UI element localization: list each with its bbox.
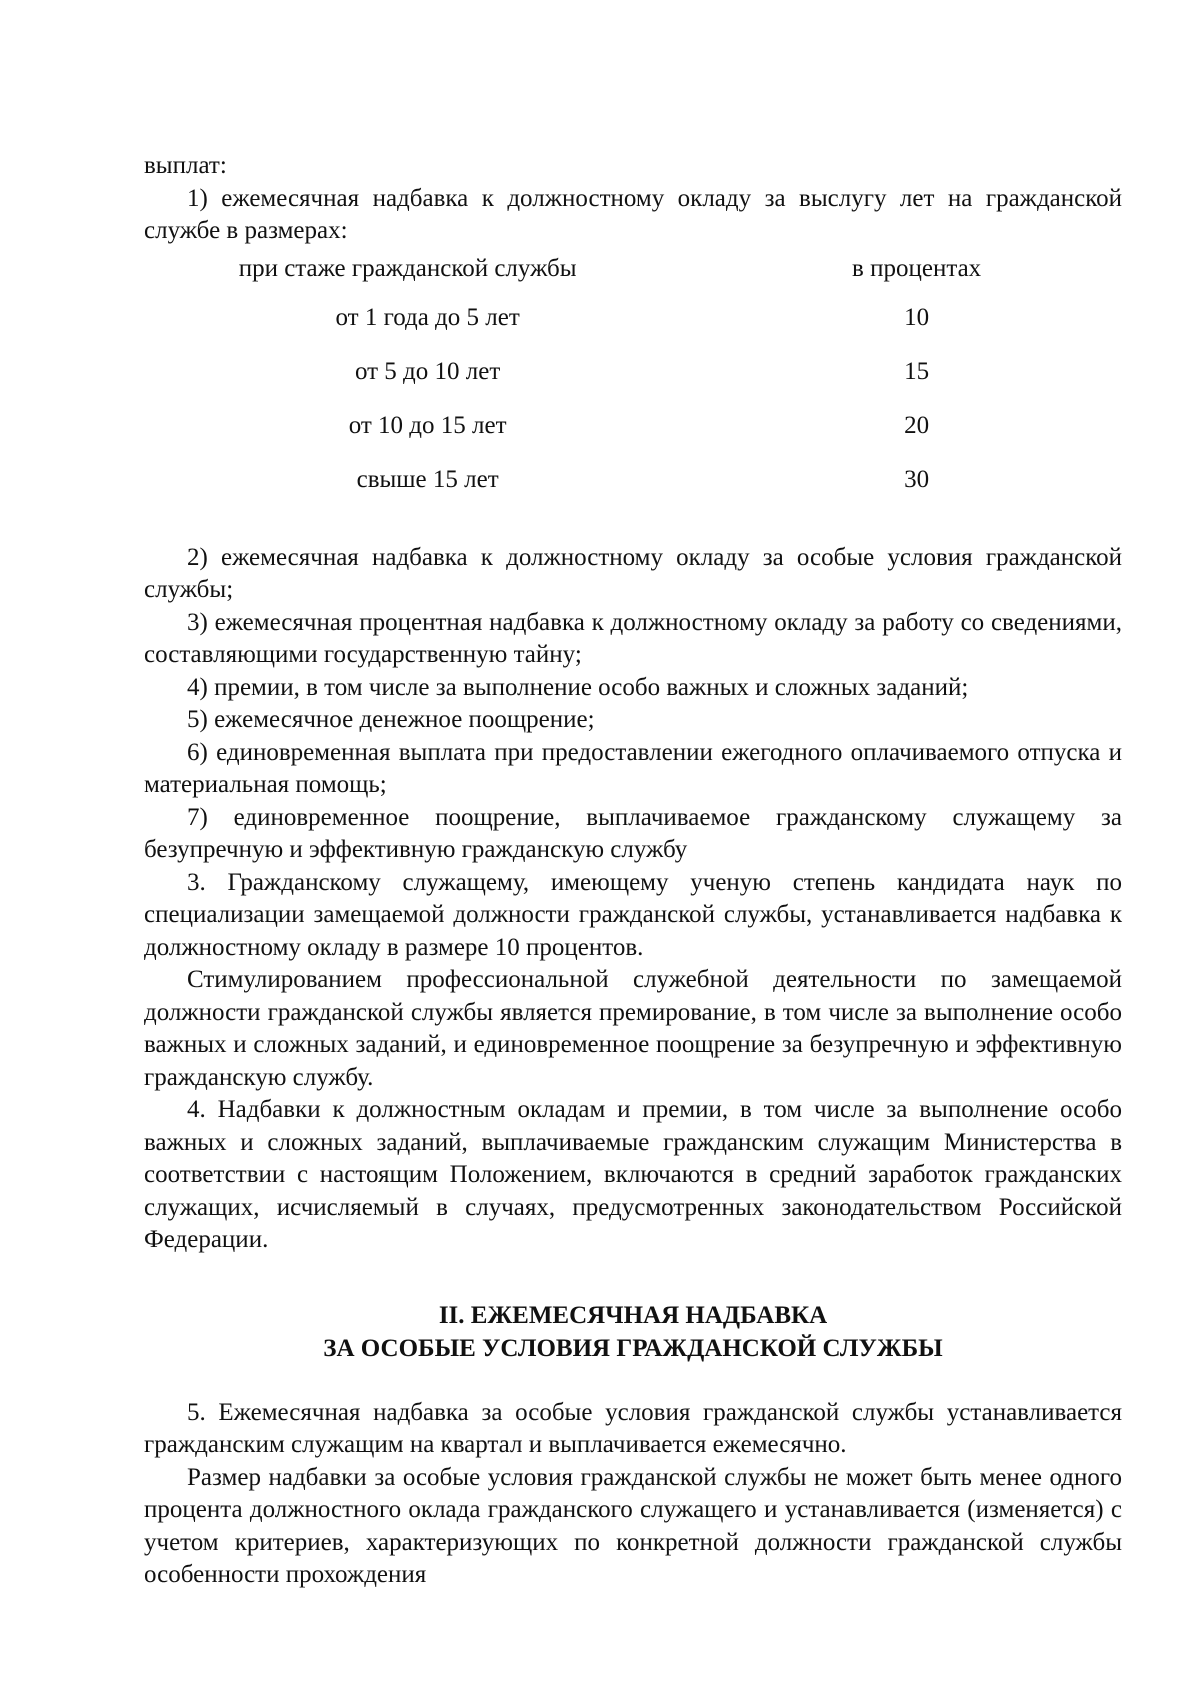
table-cell-percent: 30 bbox=[904, 465, 930, 493]
list-item-3: 3) ежемесячная процентная надбавка к должностному окладу за работу со сведениями, составляющими государственную тайну; bbox=[144, 608, 1122, 668]
stimulation-paragraph: Стимулированием профессиональной служебной деятельности по замещаемой должности гражданской службы является премирование, в том числе за выполнение особо важных и сложных заданий, и единовременное поощрение за безупречную и эффективную гражданскую службу. bbox=[144, 966, 1122, 1091]
table-header-percent: в процентах bbox=[852, 254, 982, 282]
section-heading bbox=[144, 1299, 1122, 1365]
table-cell-percent: 20 bbox=[904, 411, 930, 439]
section-heading-line-2: ЗА ОСОБЫЕ УСЛОВИЯ ГРАЖДАНСКОЙ СЛУЖБЫ bbox=[323, 1334, 943, 1362]
table-header-stage: при стаже гражданской службы bbox=[238, 254, 577, 282]
list-item-2: 2) ежемесячная надбавка к должностному окладу за особые условия гражданской службы; bbox=[144, 543, 1122, 603]
table-row bbox=[144, 302, 1122, 356]
table-row bbox=[144, 356, 1122, 410]
table-row bbox=[144, 464, 1122, 527]
table-cell-stage: от 10 до 15 лет bbox=[348, 411, 507, 439]
clause-3: 3. Гражданскому служащему, имеющему ученую степень кандидата наук по специализации замещаемой должности гражданской службы, устанавливается надбавка к должностному окладу в размере 10 процентов. bbox=[144, 868, 1122, 961]
seniority-table bbox=[144, 249, 1122, 527]
table-cell-stage: от 5 до 10 лет bbox=[354, 357, 501, 385]
table-header-row bbox=[144, 249, 1122, 302]
table-cell-percent: 10 bbox=[904, 303, 930, 331]
table-cell-percent: 15 bbox=[904, 357, 930, 385]
clause-4: 4. Надбавки к должностным окладам и премии, в том числе за выполнение особо важных и сложных заданий, выплачиваемые гражданским служащим Министерства в соответствии с настоящим Положением, включаются в средний заработок гражданских служащих, исчисляемый в случаях, предусмотренных законодательством Российской Федерации. bbox=[144, 1096, 1122, 1253]
table-cell-stage: от 1 года до 5 лет bbox=[335, 303, 520, 331]
list-item-4: 4) премии, в том числе за выполнение особо важных и сложных заданий; bbox=[187, 673, 969, 701]
table-row bbox=[144, 410, 1122, 464]
list-item-6: 6) единовременная выплата при предоставлении ежегодного оплачиваемого отпуска и материальная помощь; bbox=[144, 738, 1122, 798]
document-page bbox=[144, 150, 1122, 1592]
spacer bbox=[144, 527, 1122, 542]
allowance-size-paragraph: Размер надбавки за особые условия гражданской службы не может быть менее одного процента должностного оклада гражданского служащего и устанавливается (изменяется) с учетом критериев, характеризующих по конкретной должности гражданской службы особенности прохождения bbox=[144, 1463, 1122, 1588]
list-item-1: 1) ежемесячная надбавка к должностному окладу за выслугу лет на гражданской службе в размерах: bbox=[144, 184, 1122, 244]
continuation-line: выплат: bbox=[144, 152, 227, 179]
list-item-7: 7) единовременное поощрение, выплачиваемое гражданскому служащему за безупречную и эффективную гражданскую службу bbox=[144, 803, 1122, 863]
list-item-5: 5) ежемесячное денежное поощрение; bbox=[187, 706, 595, 733]
section-heading-line-1: II. ЕЖЕМЕСЯЧНАЯ НАДБАВКА bbox=[438, 1301, 828, 1329]
clause-5: 5. Ежемесячная надбавка за особые условия гражданской службы устанавливается гражданским служащим на квартал и выплачивается ежемесячно. bbox=[144, 1398, 1122, 1458]
table-cell-stage: свыше 15 лет bbox=[356, 465, 499, 493]
